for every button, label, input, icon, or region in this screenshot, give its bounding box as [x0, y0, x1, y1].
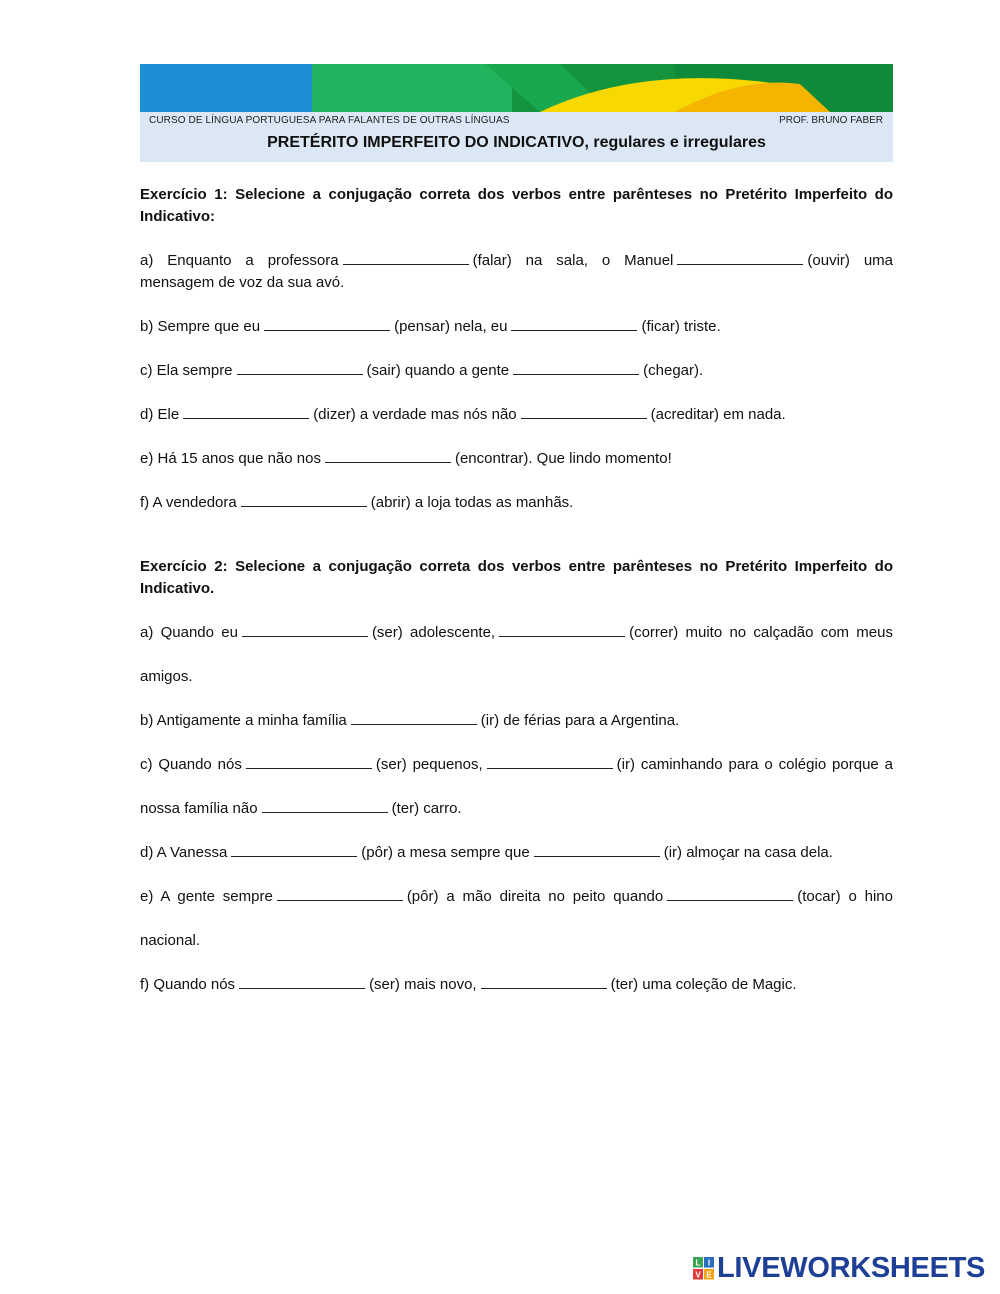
exercise-2-item-e: e) A gente sempre (pôr) a mão direita no peito quando (tocar) o hino nacional. [140, 888, 893, 949]
answer-blank[interactable] [183, 404, 309, 419]
exercise-2-item-a: a) Quando eu (ser) adolescente, (correr) muito no calçadão com meus amigos. [140, 624, 893, 685]
answer-blank[interactable] [262, 798, 388, 813]
exercise-2-item-c: c) Quando nós (ser) pequenos, (ir) caminhando para o colégio porque a nossa família não (ter) carro. [140, 756, 894, 817]
answer-blank[interactable] [534, 842, 660, 857]
svg-text:E: E [706, 1270, 712, 1280]
answer-blank[interactable] [351, 710, 477, 725]
exercise-1-item-a: a) Enquanto a professora (falar) na sala, o Manuel (ouvir) uma mensagem de voz da sua avó. [140, 252, 894, 291]
svg-text:I: I [707, 1258, 711, 1268]
answer-blank[interactable] [231, 842, 357, 857]
answer-blank[interactable] [325, 448, 451, 463]
exercise-1-item-b: b) Sempre que eu (pensar) nela, eu (ficar) triste. [140, 318, 721, 335]
answer-blank[interactable] [481, 974, 607, 989]
answer-blank[interactable] [343, 250, 469, 265]
course-name: CURSO DE LÍNGUA PORTUGUESA PARA FALANTES DE OUTRAS LÍNGUAS [149, 115, 510, 126]
exercise-1-item-c: c) Ela sempre (sair) quando a gente (chegar). [140, 362, 704, 379]
answer-blank[interactable] [264, 316, 390, 331]
answer-blank[interactable] [677, 250, 803, 265]
answer-blank[interactable] [242, 622, 368, 637]
answer-blank[interactable] [277, 886, 403, 901]
svg-text:V: V [695, 1270, 701, 1280]
answer-blank[interactable] [241, 492, 367, 507]
svg-text:L: L [695, 1258, 701, 1268]
answer-blank[interactable] [499, 622, 625, 637]
exercise-1-title: Exercício 1: Selecione a conjugação correta dos verbos entre parênteses no Pretérito Imperfeito do Indicativo: [140, 186, 893, 225]
worksheet-header [140, 64, 893, 162]
liveworksheets-logo [693, 1252, 988, 1284]
answer-blank[interactable] [487, 754, 613, 769]
exercise-1-item-d: d) Ele (dizer) a verdade mas nós não (acreditar) em nada. [140, 406, 786, 423]
answer-blank[interactable] [511, 316, 637, 331]
answer-blank[interactable] [237, 360, 363, 375]
answer-blank[interactable] [239, 974, 365, 989]
exercise-1-item-e: e) Há 15 anos que não nos (encontrar). Que lindo momento! [140, 450, 672, 467]
exercise-2-title: Exercício 2: Selecione a conjugação correta dos verbos entre parênteses no Pretérito Imperfeito do Indicativo. [140, 558, 893, 597]
answer-blank[interactable] [667, 886, 793, 901]
page-title: PRETÉRITO IMPERFEITO DO INDICATIVO, regulares e irregulares [267, 134, 766, 151]
answer-blank[interactable] [521, 404, 647, 419]
exercise-2-item-d: d) A Vanessa (pôr) a mesa sempre que (ir) almoçar na casa dela. [140, 844, 833, 861]
header-banner [140, 64, 893, 112]
logo-text: LIVEWORKSHEETS [717, 1252, 986, 1284]
professor-name: PROF. BRUNO FABER [779, 115, 883, 126]
worksheet-content [140, 184, 893, 1018]
exercise-1-item-f: f) A vendedora (abrir) a loja todas as manhãs. [140, 494, 574, 511]
logo-squares-icon [693, 1257, 715, 1280]
answer-blank[interactable] [246, 754, 372, 769]
answer-blank[interactable] [513, 360, 639, 375]
exercise-2-item-f: f) Quando nós (ser) mais novo, (ter) uma coleção de Magic. [140, 976, 797, 993]
exercise-2-item-b: b) Antigamente a minha família (ir) de férias para a Argentina. [140, 712, 680, 729]
header-bar [140, 112, 893, 162]
